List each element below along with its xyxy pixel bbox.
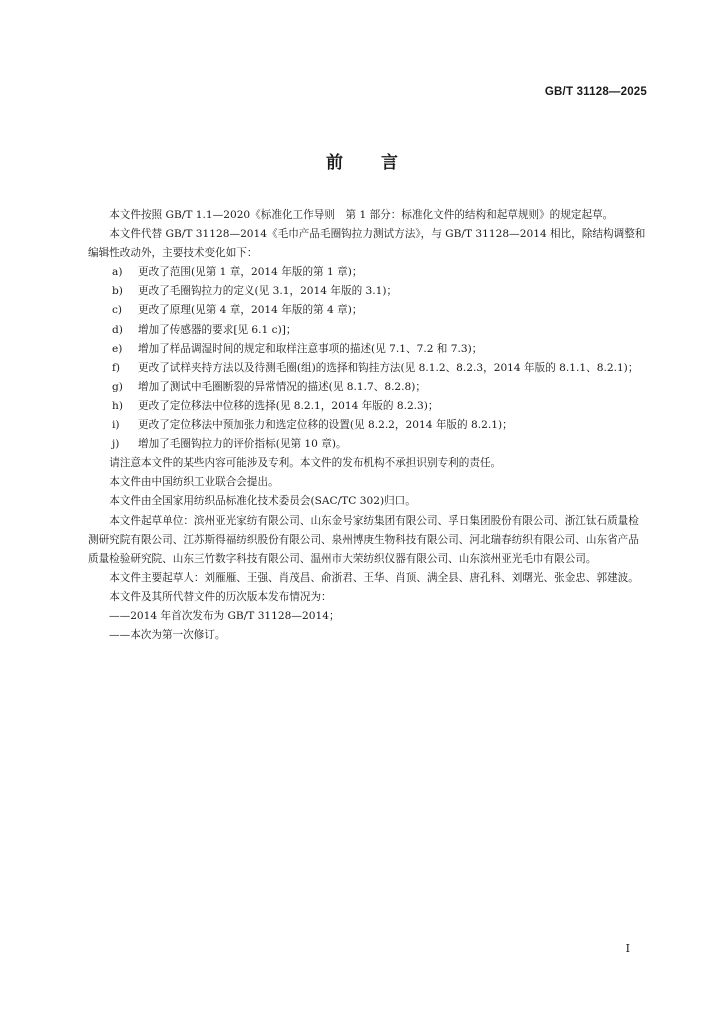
list-item (88, 416, 648, 435)
list-item-text: 更改了毛圈钩拉力的定义(见 3.1，2014 年版的 3.1)； (138, 285, 398, 298)
page-title: 前言 (326, 153, 436, 173)
list-item (88, 282, 648, 301)
list-marker: a) (112, 266, 123, 279)
list-item (88, 359, 648, 378)
list-marker: c) (112, 304, 123, 317)
page-number: I (625, 942, 630, 955)
history-item: ——2014 年首次发布为 GB/T 31128—2014； (109, 609, 340, 622)
list-item-text: 增加了测试中毛圈断裂的异常情况的描述(见 8.1.7、8.2.8)； (138, 380, 427, 393)
drafters-paragraph: 本文件主要起草人：刘雁雁、王强、肖茂昌、俞浙君、王华、肖顶、满全县、唐孔科、刘曙光、张金忠、郭建波。 (109, 571, 639, 584)
drafting-units-paragraph: 本文件起草单位：滨州亚光家纺有限公司、山东金号家纺集团有限公司、孚日集团股份有限公司、浙江钛石质量检测研究院有限公司、江苏斯得福纺织股份有限公司、泉州博庚生物科技有限公司、河北瑞春纺织有限公司、山东省产品质量检验研究院、山东三竹数字科技有限公司、温州市大荣纺织仪器有限公司、山东滨州亚光毛巾有限公司。 (88, 514, 639, 565)
intro-paragraph: 本文件按照 GB/T 1.1—2020《标准化工作导则 第 1 部分：标准化文件的结构和起草规则》的规定起草。 (109, 209, 614, 221)
list-item (88, 397, 648, 416)
proposer-paragraph: 本文件由中国纺织工业联合会提出。 (109, 476, 279, 489)
list-item-text: 更改了定位移法中预加张力和选定位移的设置(见 8.2.2，2014 年版的 8.2.1)； (138, 419, 513, 432)
list-item-text: 增加了传感器的要求[见 6.1 c)]； (138, 323, 297, 336)
list-marker: j) (112, 438, 120, 451)
changes-list (88, 263, 648, 454)
intro-paragraph: 本文件代替 GB/T 31128—2014《毛巾产品毛圈钩拉力测试方法》，与 GB/T 31128—2014 相比，除结构调整和编辑性改动外，主要技术变化如下： (88, 228, 646, 260)
list-marker: g) (112, 380, 123, 393)
list-item-text: 更改了定位移法中位移的选择(见 8.2.1，2014 年版的 8.2.3)； (138, 399, 439, 412)
list-item (88, 263, 648, 282)
history-intro-paragraph: 本文件及其所代替文件的历次版本发布情况为： (109, 590, 332, 603)
list-item (88, 378, 648, 397)
list-item (88, 435, 648, 454)
list-item (88, 340, 648, 359)
standard-number: GB/T 31128—2025 (544, 86, 647, 98)
list-marker: f) (112, 361, 121, 374)
document-body (88, 206, 648, 645)
list-marker: h) (112, 399, 123, 412)
list-item (88, 301, 648, 320)
list-item-text: 更改了试样夹持方法以及待测毛圈(组)的选择和钩挂方法(见 8.1.2、8.2.3，2014 年版的 8.1.1、8.2.1)； (138, 361, 639, 374)
list-item-text: 增加了毛圈钩拉力的评价指标(见第 10 章)。 (138, 438, 347, 451)
list-marker: e) (112, 342, 123, 355)
patent-notice: 请注意本文件的某些内容可能涉及专利。本文件的发布机构不承担识别专利的责任。 (109, 457, 502, 470)
list-marker: b) (112, 285, 123, 298)
list-marker: i) (112, 419, 120, 432)
list-item-text: 增加了样品调湿时间的规定和取样注意事项的描述(见 7.1、7.2 和 7.3)； (138, 342, 483, 355)
committee-paragraph: 本文件由全国家用纺织品标准化技术委员会(SAC/TC 302)归口。 (109, 495, 416, 508)
list-item-text: 更改了原理(见第 4 章，2014 年版的第 4 章)； (138, 304, 363, 317)
list-item (88, 321, 648, 340)
history-item: ——本次为第一次修订。 (109, 629, 226, 642)
list-item-text: 更改了范围(见第 1 章，2014 年版的第 1 章)； (138, 266, 363, 279)
list-marker: d) (112, 323, 123, 336)
